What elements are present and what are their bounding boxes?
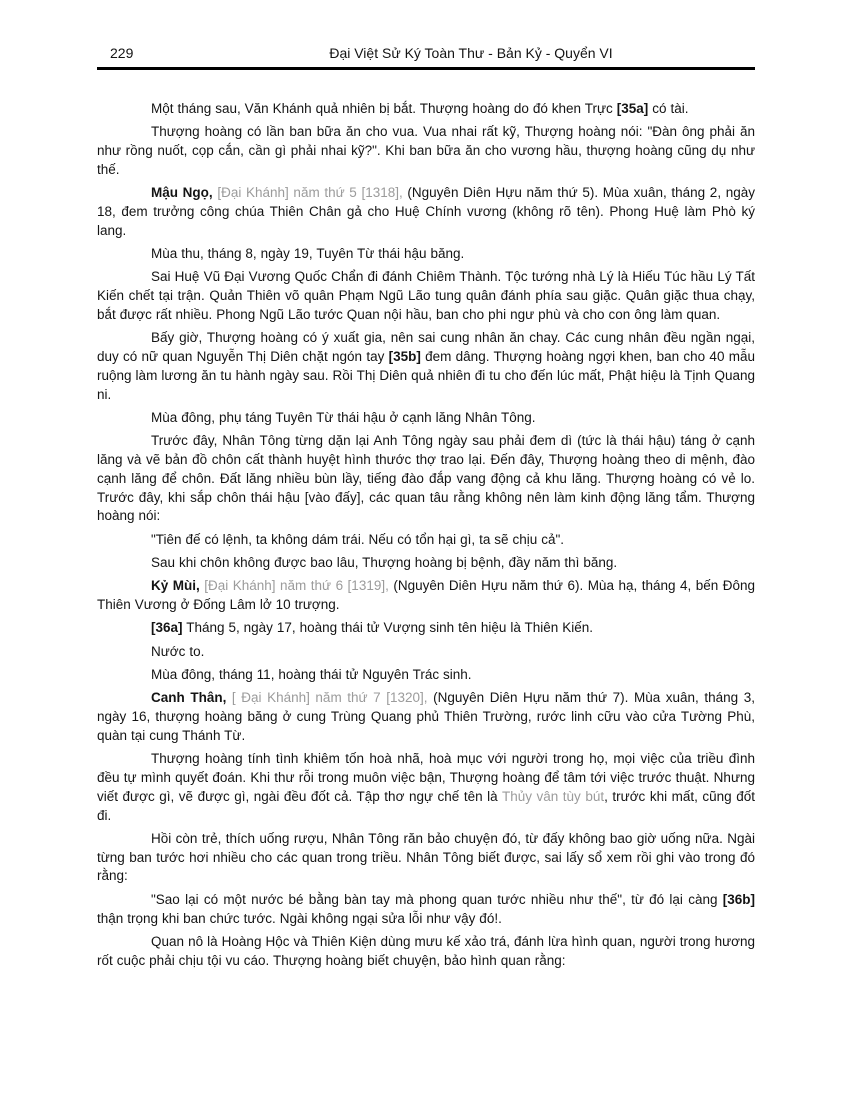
- paragraph: [97, 643, 755, 662]
- body-text: (Nguyên Diên Hựu năm thứ 7). Mùa xuân, tháng 3, ngày 16, thượng hoàng băng ở cung Trùng Quang phủ Thiên Trường, rước linh cữu vào cửa Tường Phù, quàn tại cung Thánh Từ.: [97, 690, 755, 743]
- body-text: Bấy giờ, Thượng hoàng có ý xuất gia, nên sai cung nhân ăn chay. Các cung nhân đều ngần ngại, duy có nữ quan Nguyễn Thị Diên chặt ngón tay: [97, 330, 755, 365]
- body-text: "Sao lại có một nước bé bằng bàn tay mà phong quan tước nhiều như thế", từ đó lại càng: [151, 891, 723, 907]
- paragraph: [97, 329, 755, 404]
- body-text: Nước to.: [151, 643, 205, 659]
- page-marker-or-era-label: Canh Thân,: [151, 690, 227, 706]
- annotation-text: Thủy vân tùy bút: [501, 788, 605, 804]
- paragraph: [97, 409, 755, 428]
- paragraph: [97, 750, 755, 825]
- paragraph: [97, 245, 755, 264]
- paragraph: [97, 531, 755, 550]
- body-text: thận trọng khi ban chức tước. Ngài không ngại sửa lỗi như vậy đó!.: [97, 910, 502, 926]
- body-text: đem dâng. Thượng hoàng ngợi khen, ban cho 40 mẫu ruộng làm lương ăn tu hành ngày sau. Rồi Thị Diên quả nhiên đi tu cho đến lúc mất, Phật hiệu là Tịnh Quang ni.: [97, 349, 755, 402]
- body-text: (Nguyên Diên Hựu năm thứ 5). Mùa xuân, tháng 2, ngày 18, đem trưởng công chúa Thiên Chân gả cho Huệ Chính vương (không rõ tên). Phong Huệ làm Phò ký lang.: [97, 185, 755, 238]
- body-text: Sai Huệ Vũ Đại Vương Quốc Chẩn đi đánh Chiêm Thành. Tộc tướng nhà Lý là Hiếu Túc hầu Lý Tất Kiến chết tại trận. Quản Thiên võ quân Phạm Ngũ Lão tung quân đánh phía sau giặc. Quân giặc thua chạy, bắt được rất nhiều. Phong Ngũ Lão tước Quan nội hầu, ban cho phi ngư phù và cho con ông làm quan.: [97, 269, 755, 322]
- paragraph: [97, 184, 755, 240]
- body-text: Trước đây, Nhân Tông từng dặn lại Anh Tông ngày sau phải đem dì (tức là thái hậu) táng ở cạnh lăng và vẽ bản đồ chôn cất thành huyệt hình thước thợ trao lại. Đến đây, Thượng hoàng theo di mệnh, đào cạnh lăng để chôn. Đất lăng nhiều bùn lầy, tiếng đào đắp vang động cả khu lăng. Thượng hoàng có vẻ lo. Trước đây, khi sắp chôn thái hậu [vào đấy], các quan tâu rằng không nên làm kinh động lăng tẩm. Thượng hoàng nói:: [97, 433, 755, 524]
- page-marker-or-era-label: [35a]: [616, 101, 649, 116]
- paragraph: [97, 268, 755, 324]
- paragraph: [97, 577, 755, 615]
- paragraph: [97, 123, 755, 179]
- body-text: Quan nô là Hoàng Hộc và Thiên Kiện dùng mưu kế xảo trá, đánh lừa hình quan, người trong hương rốt cuộc phải chịu tội vu cáo. Thượng hoàng biết chuyện, bảo hình quan rằng:: [97, 933, 755, 968]
- body-text: Mùa đông, tháng 11, hoàng thái tử Nguyên Trác sinh.: [151, 667, 472, 683]
- annotation-text: [Đại Khánh] năm thứ 5 [1318],: [217, 185, 403, 201]
- paragraph: [97, 554, 755, 573]
- body-text: Mùa đông, phụ táng Tuyên Từ thái hậu ở cạnh lăng Nhân Tông.: [151, 409, 536, 425]
- body-text: có tài.: [648, 101, 689, 116]
- page-marker-or-era-label: [36a]: [151, 620, 183, 636]
- body-text: Tháng 5, ngày 17, hoàng thái tử Vượng sinh tên hiệu là Thiên Kiến.: [182, 620, 594, 636]
- header-title: Đại Việt Sử Ký Toàn Thư - Bản Kỷ - Quyển VI: [329, 45, 613, 61]
- body-text: Sau khi chôn không được bao lâu, Thượng hoàng bị bệnh, đầy năm thì băng.: [151, 555, 618, 571]
- paragraph: [97, 891, 755, 929]
- body-text: Một tháng sau, Văn Khánh quả nhiên bị bắt. Thượng hoàng do đó khen Trực: [151, 101, 617, 116]
- body-text: Hồi còn trẻ, thích uống rượu, Nhân Tông răn bảo chuyện đó, từ đấy không bao giờ uống nữa. Ngài từng ban tước hơi nhiều cho các quan trong triều. Nhân Tông biết được, sai lấy sổ xem rồi ghi vào trong đó rằng:: [97, 830, 755, 884]
- page-number: 229: [110, 45, 134, 61]
- paragraph: [97, 100, 755, 119]
- paragraph: [97, 689, 755, 745]
- body-text: Thượng hoàng tính tình khiêm tốn hoà nhã, hoà mục với người trong họ, mọi việc của triều đình đều tự mình quyết đoán. Khi thư rỗi trong muôn việc bận, Thượng hoàng để tâm tới việc trước thuật. Nhưng viết được gì, vẽ được gì, ngài đều đốt cả. Tập thơ ngự chế tên là: [97, 751, 755, 804]
- header-rule: [97, 67, 755, 70]
- body-text: Thượng hoàng có lần ban bữa ăn cho vua. Vua nhai rất kỹ, Thượng hoàng nói: "Đàn ông phải ăn như rồng nuốt, cọp cắn, cần gì phải nhai kỹ?". Khi ban bữa ăn cho vương hầu, thượng hoàng cũng dụ như thế.: [97, 124, 755, 177]
- paragraph: [97, 666, 755, 685]
- body-text: (Nguyên Diên Hựu năm thứ 6). Mùa hạ, tháng 4, bến Đông Thiên Vương ở Đống Lâm lở 10 trượng.: [97, 578, 756, 613]
- body-text: Mùa thu, tháng 8, ngày 19, Tuyên Từ thái hậu băng.: [151, 246, 465, 262]
- page-marker-or-era-label: [35b]: [388, 349, 421, 365]
- body-text: , trước khi mất, cũng đốt đi.: [97, 788, 755, 823]
- page-marker-or-era-label: Kỷ Mùi,: [151, 578, 200, 594]
- paragraph: [97, 432, 755, 526]
- body-text: "Tiên đế có lệnh, ta không dám trái. Nếu có tổn hại gì, ta sẽ chịu cả".: [151, 531, 565, 547]
- annotation-text: [Đại Khánh] năm thứ 6 [1319],: [204, 578, 389, 594]
- paragraph: [97, 933, 755, 971]
- page-marker-or-era-label: Mậu Ngọ,: [151, 185, 213, 201]
- page-marker-or-era-label: [36b]: [722, 891, 755, 907]
- document-body: [97, 100, 755, 970]
- paragraph: [97, 830, 755, 886]
- paragraph: [97, 619, 755, 638]
- annotation-text: [ Đại Khánh] năm thứ 7 [1320],: [231, 690, 428, 706]
- page-header: [97, 44, 755, 62]
